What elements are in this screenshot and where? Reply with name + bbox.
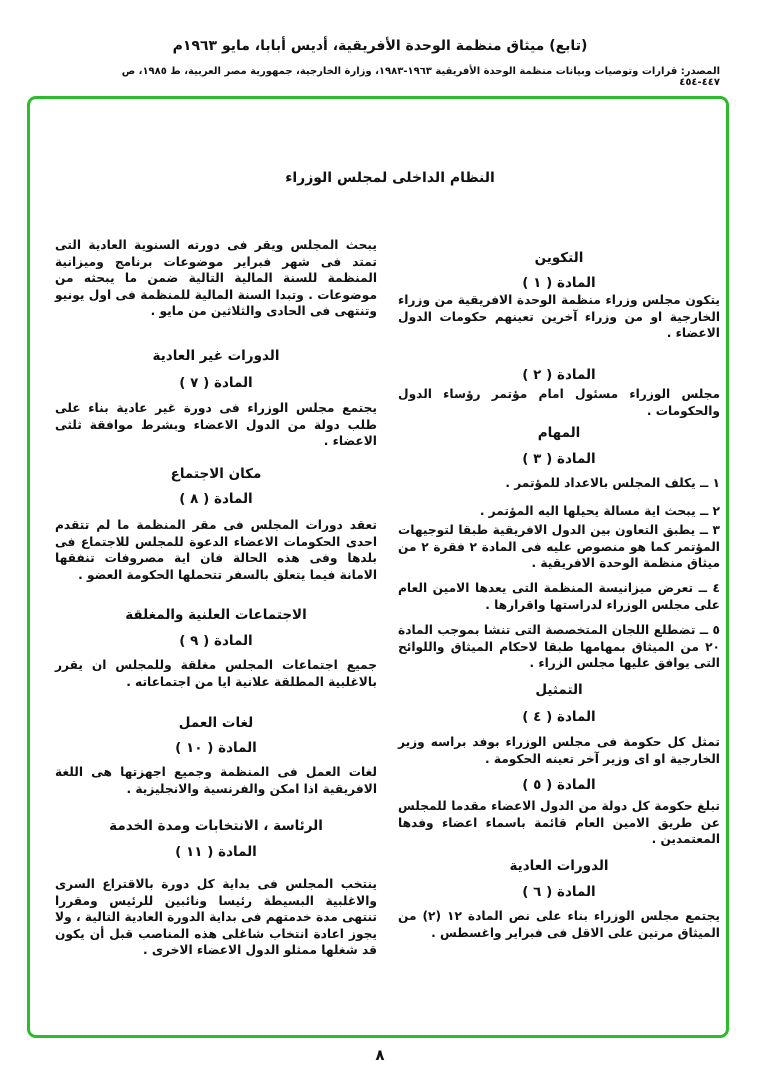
paragraph: لغات العمل فى المنظمة وجميع اجهزتها هى اللغة الافريقية اذا امكن والفرنسية والانجليزية . — [55, 765, 377, 796]
section-heading: المادة ( ٥ ) — [522, 777, 596, 793]
paragraph: ١ ــ يكلف المجلس بالاعداد للمؤتمر . — [505, 476, 720, 490]
paragraph: تبلغ حكومة كل دولة من الدول الاعضاء مقدما للمجلس عن طريق الامين العام قائمة باسماء اعضاء وفدها المعتمدين . — [398, 799, 720, 846]
paragraph: ٤ ــ تعرض ميزانيسة المنظمة التى يعدها الامين العام على مجلس الوزراء لدراستها واقرارها . — [398, 581, 720, 612]
section-heading: المادة ( ١١ ) — [175, 844, 257, 860]
paragraph: ٢ ــ يبحث اية مسالة يحيلها اليه المؤتمر . — [479, 504, 720, 518]
paragraph: تمثل كل حكومة فى مجلس الوزراء بوفد براسه وزير الخارجية او اى وزير آخر تعينه الحكومة . — [398, 735, 720, 766]
document-title: النظام الداخلى لمجلس الوزراء — [285, 170, 495, 186]
page-header-title: (تابع) ميثاق منظمة الوحدة الأفريقية، أديس أبابا، مايو ١٩٦٣م — [172, 38, 588, 54]
paragraph: يبحث المجلس ويقر فى دورته السنوية العادية التى تمتد فى شهر فبراير موضوعات برنامج وميزانية المنظمة للسنة المالية التالية ضمن ما يبحثه من موضوعات . وتبدا السنة المالية للمنظمة فى اول يونيو وتنتهى فى الحادى والثلاثين من مايو . — [55, 238, 377, 318]
source-citation: المصدر: قرارات وتوصيات وبيانات منظمة الوحدة الأفريقية ١٩٦٣-١٩٨٣، وزارة الخارجية، جمهورية مصر العربية، ط ١٩٨٥، ص ٤٤٧-٤٥٤ — [121, 66, 720, 88]
section-heading: المادة ( ٨ ) — [179, 491, 253, 507]
section-heading: الدورات غير العادية — [152, 348, 280, 364]
paragraph: مجلس الوزراء مسئول امام مؤتمر رؤساء الدول والحكومات . — [398, 387, 720, 418]
paragraph: يجتمع مجلس الوزراء بناء على نص المادة ١٢ (٢) من الميثاق مرتين على الاقل فى فبراير واغسطس . — [398, 909, 720, 940]
page-number: ٨ — [375, 1046, 385, 1064]
paragraph: ٥ ــ تضطلع اللجان المتخصصة التى تنشا بموجب المادة ٢٠ من الميثاق بمهامها طبقا لاحكام الميثاق واللوائح التى يوافق عليها مجلس الزراء . — [398, 623, 720, 670]
section-heading: المهام — [537, 425, 581, 441]
paragraph: ينتخب المجلس فى بداية كل دورة بالاقتراع السرى والاغلبية البسيطة رئيسا ونائبين للرئيس ومقررا تنتهى مدة خدمتهم فى بداية الدورة العادية التالية ، ولا يجوز اعادة انتخاب شاغلى هذه المناصب قبل أن يكون قد شغلها ممثلو الدول الاعضاء الاخرى . — [55, 877, 377, 957]
paragraph: يتكون مجلس وزراء منظمة الوحدة الافريقية من وزراء الخارجية او من وزراء آخرين تعينهم حكومات الدول الاعضاء . — [398, 293, 720, 340]
section-heading: الرئاسة ، الانتخابات ومدة الخدمة — [109, 818, 323, 834]
section-heading: المادة ( ٦ ) — [522, 884, 596, 900]
section-heading: المادة ( ٧ ) — [179, 375, 253, 391]
section-heading: لغات العمل — [178, 715, 254, 731]
paragraph: تعقد دورات المجلس فى مقر المنظمة ما لم تتقدم احدى الحكومات الاعضاء الدعوة للمجلس للاجتماع فى بلدها وفى هذه الحالة فان اية مصروفات تنفقها الامانة فيما يتعلق بالسفر تتحملها الحكومة العضو . — [55, 518, 377, 582]
section-heading: الدورات العادية — [509, 858, 609, 874]
section-heading: المادة ( ٤ ) — [522, 709, 596, 725]
section-heading: الاجتماعات العلنية والمغلقة — [125, 607, 307, 623]
paragraph: يجتمع مجلس الوزراء فى دورة غير عادية بناء على طلب دولة من الدول الاعضاء وبشرط موافقة ثلثى الاعضاء . — [55, 401, 377, 448]
paragraph: ٣ ــ يطبق التعاون بين الدول الافريقية طبقا لتوجيهات المؤتمر كما هو منصوص عليه فى المادة ٢ فقرة ٢ من ميثاق منظمة الوحدة الافريقية . — [398, 523, 720, 570]
section-heading: المادة ( ٣ ) — [522, 451, 596, 467]
section-heading: المادة ( ١ ) — [522, 275, 596, 291]
section-heading: التكوين — [534, 250, 584, 266]
section-heading: مكان الاجتماع — [170, 466, 262, 482]
paragraph: جميع اجتماعات المجلس مغلقة وللمجلس ان يقرر بالاغلبية المطلقة علانية ايا من اجتماعاته . — [55, 658, 377, 689]
section-heading: المادة ( ٩ ) — [179, 633, 253, 649]
section-heading: المادة ( ٢ ) — [522, 367, 596, 383]
section-heading: المادة ( ١٠ ) — [175, 740, 257, 756]
section-heading: التمثيل — [535, 682, 583, 698]
